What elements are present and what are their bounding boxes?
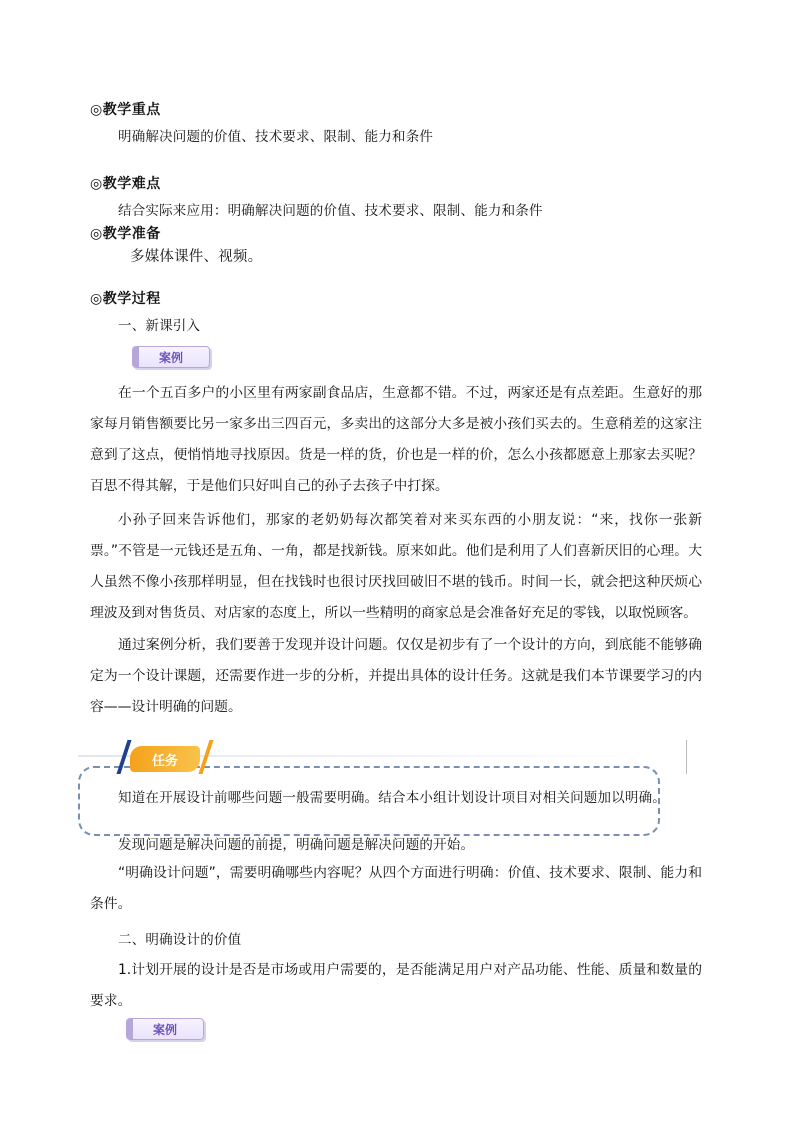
paragraph-analysis: 通过案例分析，我们要善于发现并设计问题。仅仅是初步有了一个设计的方向，到底能不能够确定为一个设计课题，还需要作进一步的分析，并提出具体的设计任务。这就是我们本节课要学习的内容——设计明确的问题。 <box>90 637 702 715</box>
task-text: 知道在开展设计前哪些问题一般需要明确。结合本小组计划设计项目对相关问题加以明确。 <box>118 790 666 806</box>
heading-preparation: ◎教学准备 <box>90 226 161 242</box>
paragraph-value-point-1: 1.计划开展的设计是否是市场或用户需要的，是否能满足用户对产品功能、性能、质量和数量的要求。 <box>90 962 702 1009</box>
case-badge-2 <box>126 1018 204 1040</box>
case-badge-label: 案例 <box>158 351 183 365</box>
heading-key-points: ◎教学重点 <box>90 102 161 118</box>
heading-difficulties: ◎教学难点 <box>90 176 161 192</box>
paragraph-story-2: 小孙子回来告诉他们，那家的老奶奶每次都笑着对来买东西的小朋友说：“来，找你一张新票。”不管是一元钱还是五角、一角，都是找新钱。原来如此。他们是利用了人们喜新厌旧的心理。大人虽然不像小孩那样明显，但在找钱时也很讨厌找回破旧不堪的钱币。时间一长，就会把这种厌烦心理波及到对售货员、对店家的态度上，所以一些精明的商家总是会准备好充足的零钱，以取悦顾客。 <box>90 512 702 621</box>
subheading-design-value: 二、明确设计的价值 <box>118 932 242 948</box>
difficulties-text: 结合实际来应用：明确解决问题的价值、技术要求、限制、能力和条件 <box>118 203 543 219</box>
task-side-line <box>686 740 687 774</box>
paragraph-premise: 发现问题是解决问题的前提，明确问题是解决问题的开始。 <box>118 837 475 853</box>
task-badge-label: 任务 <box>151 754 178 769</box>
task-badge <box>130 746 200 772</box>
preparation-text: 多媒体课件、视频。 <box>130 249 263 265</box>
case-badge-2-label: 案例 <box>152 1023 177 1037</box>
key-points-text: 明确解决问题的价值、技术要求、限制、能力和条件 <box>118 129 434 145</box>
case-badge <box>132 346 210 368</box>
heading-process: ◎教学过程 <box>90 291 161 307</box>
paragraph-four-aspects: “明确设计问题”，需要明确哪些内容呢？从四个方面进行明确：价值、技术要求、限制、能力和条件。 <box>90 865 702 912</box>
subheading-new-lesson: 一、新课引入 <box>118 318 201 334</box>
paragraph-story-1: 在一个五百多户的小区里有两家副食品店，生意都不错。不过，两家还是有点差距。生意好的那家每月销售额要比另一家多出三四百元，多卖出的这部分大多是被小孩们买去的。生意稍差的这家注意到了这点，便悄悄地寻找原因。货是一样的货，价也是一样的价，怎么小孩都愿意上那家去买呢？百思不得其解，于是他们只好叫自己的孙子去孩子中打探。 <box>90 385 702 494</box>
